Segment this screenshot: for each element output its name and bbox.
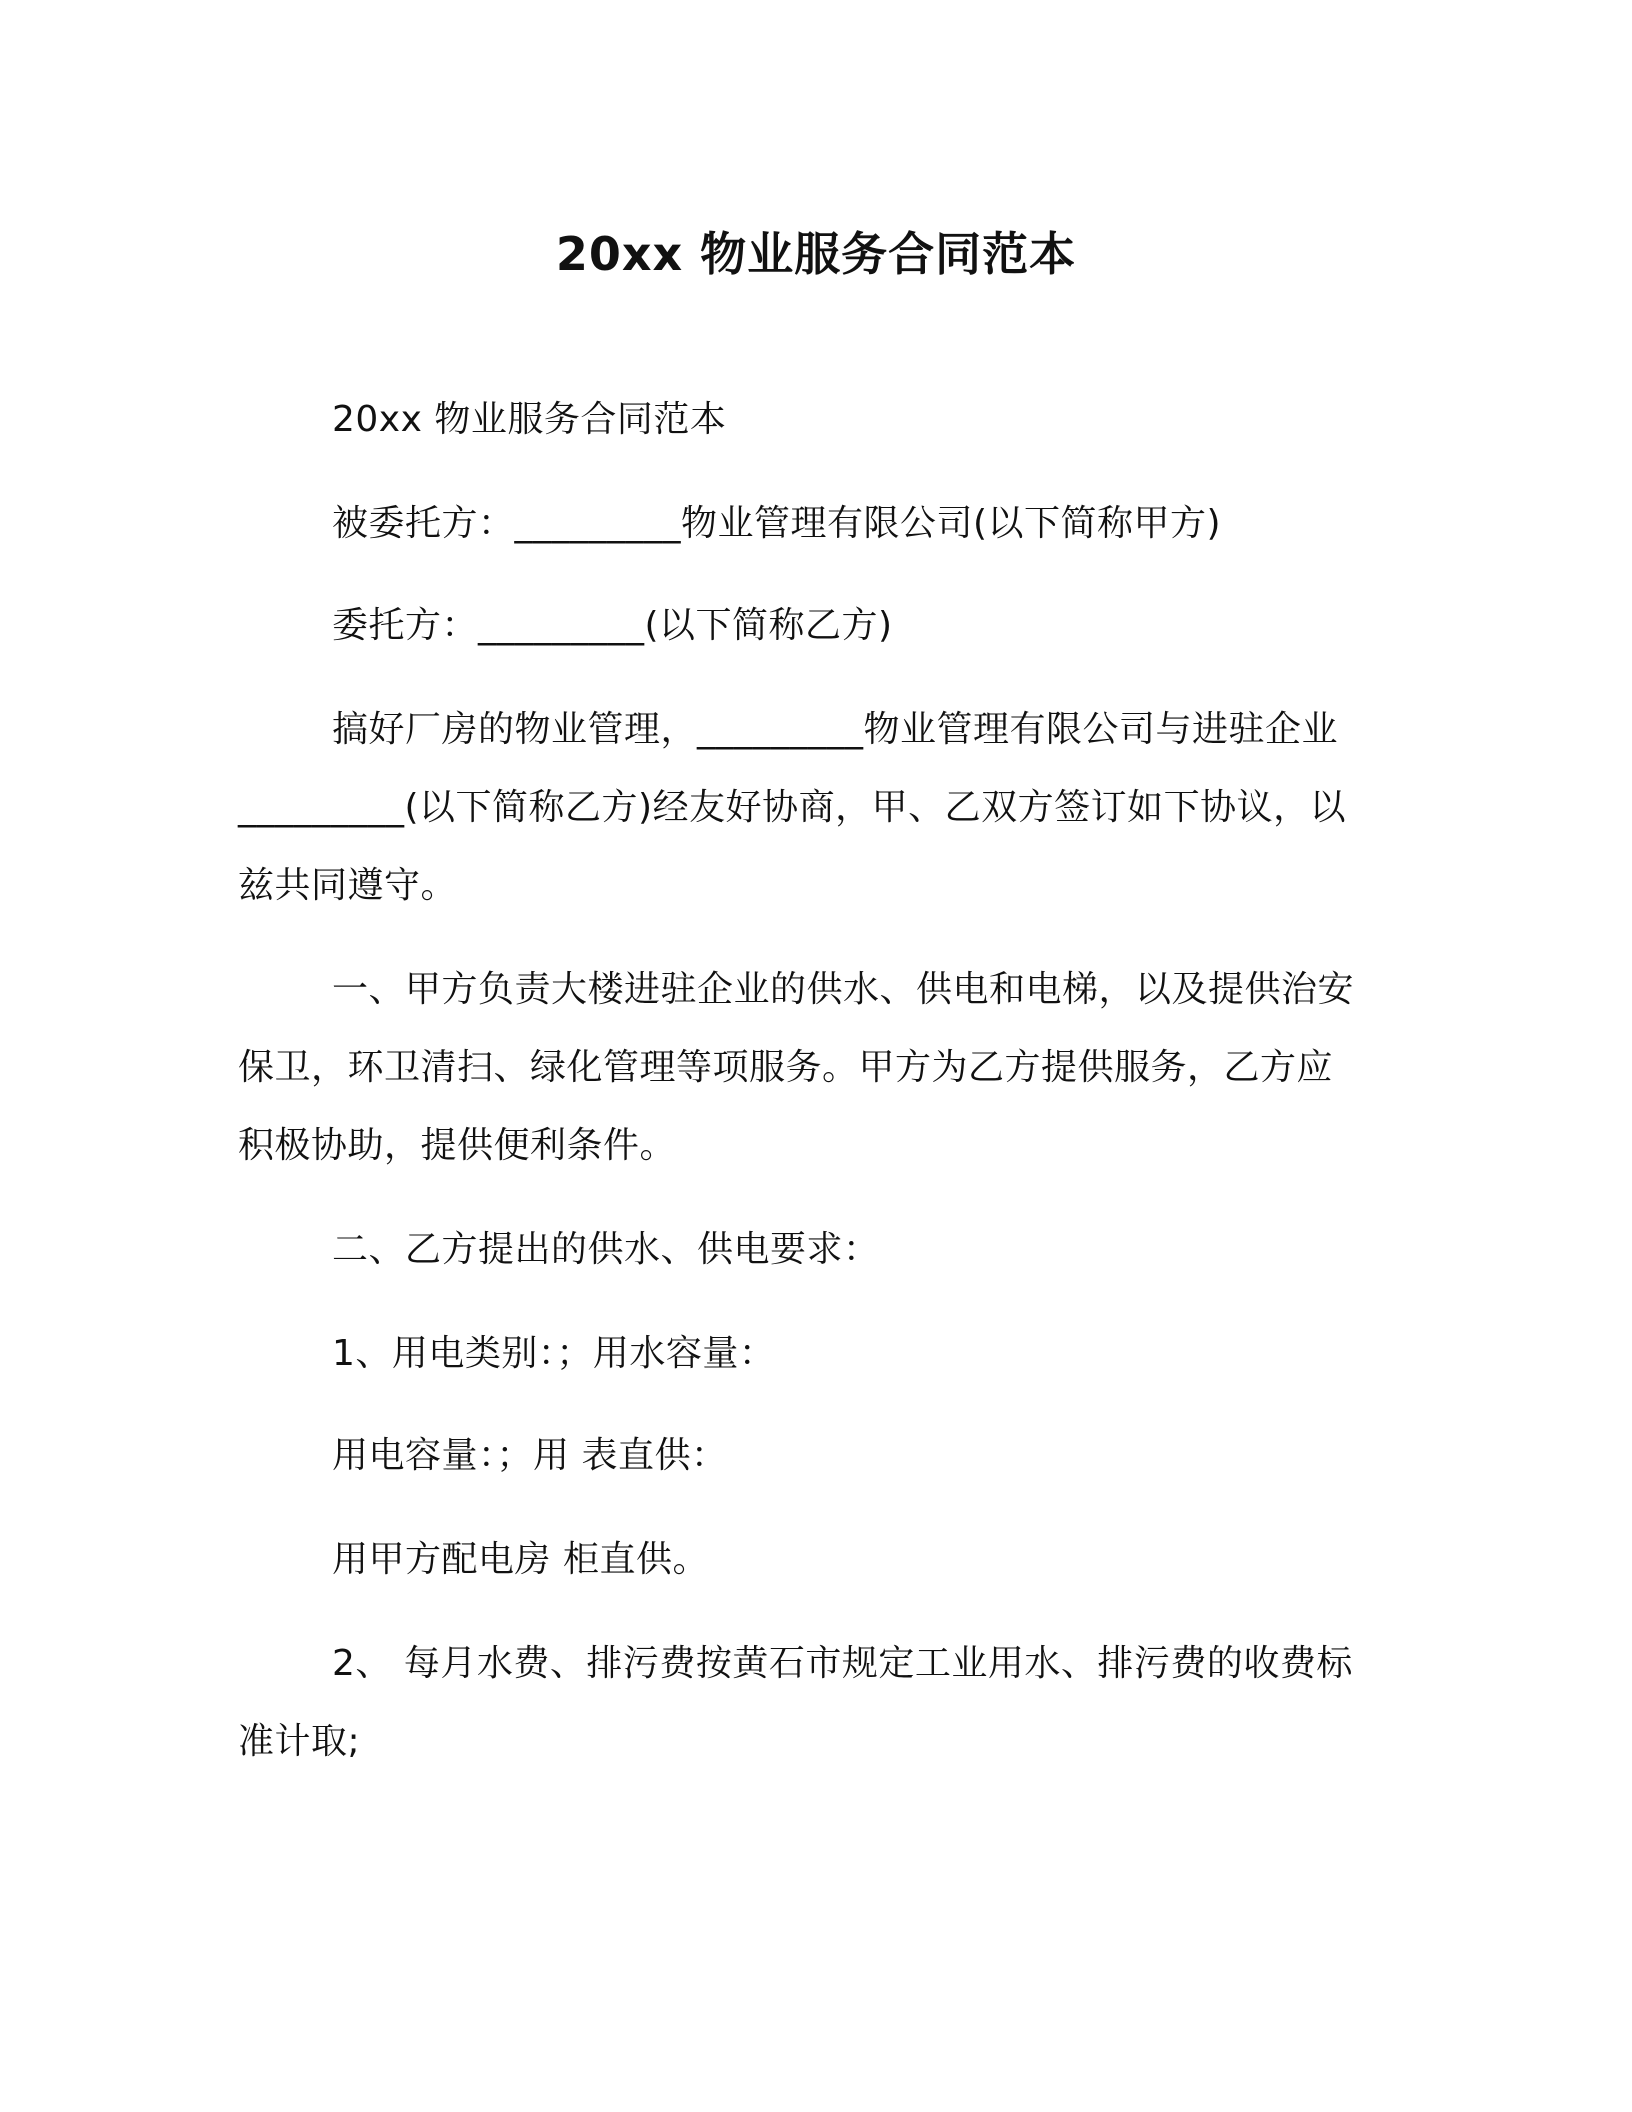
intro-line-3: 兹共同遵守。 [238, 865, 458, 906]
clause-2-item-2-line-1: 2、 每月水费、排污费按黄石市规定工业用水、排污费的收费标 [332, 1643, 1353, 1684]
clause-2-heading: 二、乙方提出的供水、供电要求： [332, 1229, 880, 1270]
clause-2-item-1: 1、用电类别：；用水容量： [332, 1333, 776, 1374]
party-a-line: 被委托方：_________物业管理有限公司(以下简称甲方) [332, 503, 1222, 544]
document-title: 20xx 物业服务合同范本 [555, 227, 1077, 281]
clause-2-item-1b: 用电容量：；用 表直供： [332, 1435, 728, 1476]
clause-2-item-2-line-2: 准计取; [238, 1721, 361, 1762]
party-b-line: 委托方：_________(以下简称乙方) [332, 605, 893, 646]
intro-line-1: 搞好厂房的物业管理，_________物业管理有限公司与进驻企业 [332, 709, 1339, 750]
clause-2-item-1c: 用甲方配电房 柜直供。 [332, 1539, 709, 1580]
clause-1-line-3: 积极协助，提供便利条件。 [238, 1125, 677, 1166]
clause-1-line-2: 保卫，环卫清扫、绿化管理等项服务。甲方为乙方提供服务，乙方应 [238, 1047, 1334, 1088]
document-subtitle: 20xx 物业服务合同范本 [332, 399, 727, 440]
intro-line-2: _________(以下简称乙方)经友好协商，甲、乙双方签订如下协议，以 [238, 787, 1347, 828]
clause-1-line-1: 一、甲方负责大楼进驻企业的供水、供电和电梯，以及提供治安 [332, 969, 1355, 1010]
